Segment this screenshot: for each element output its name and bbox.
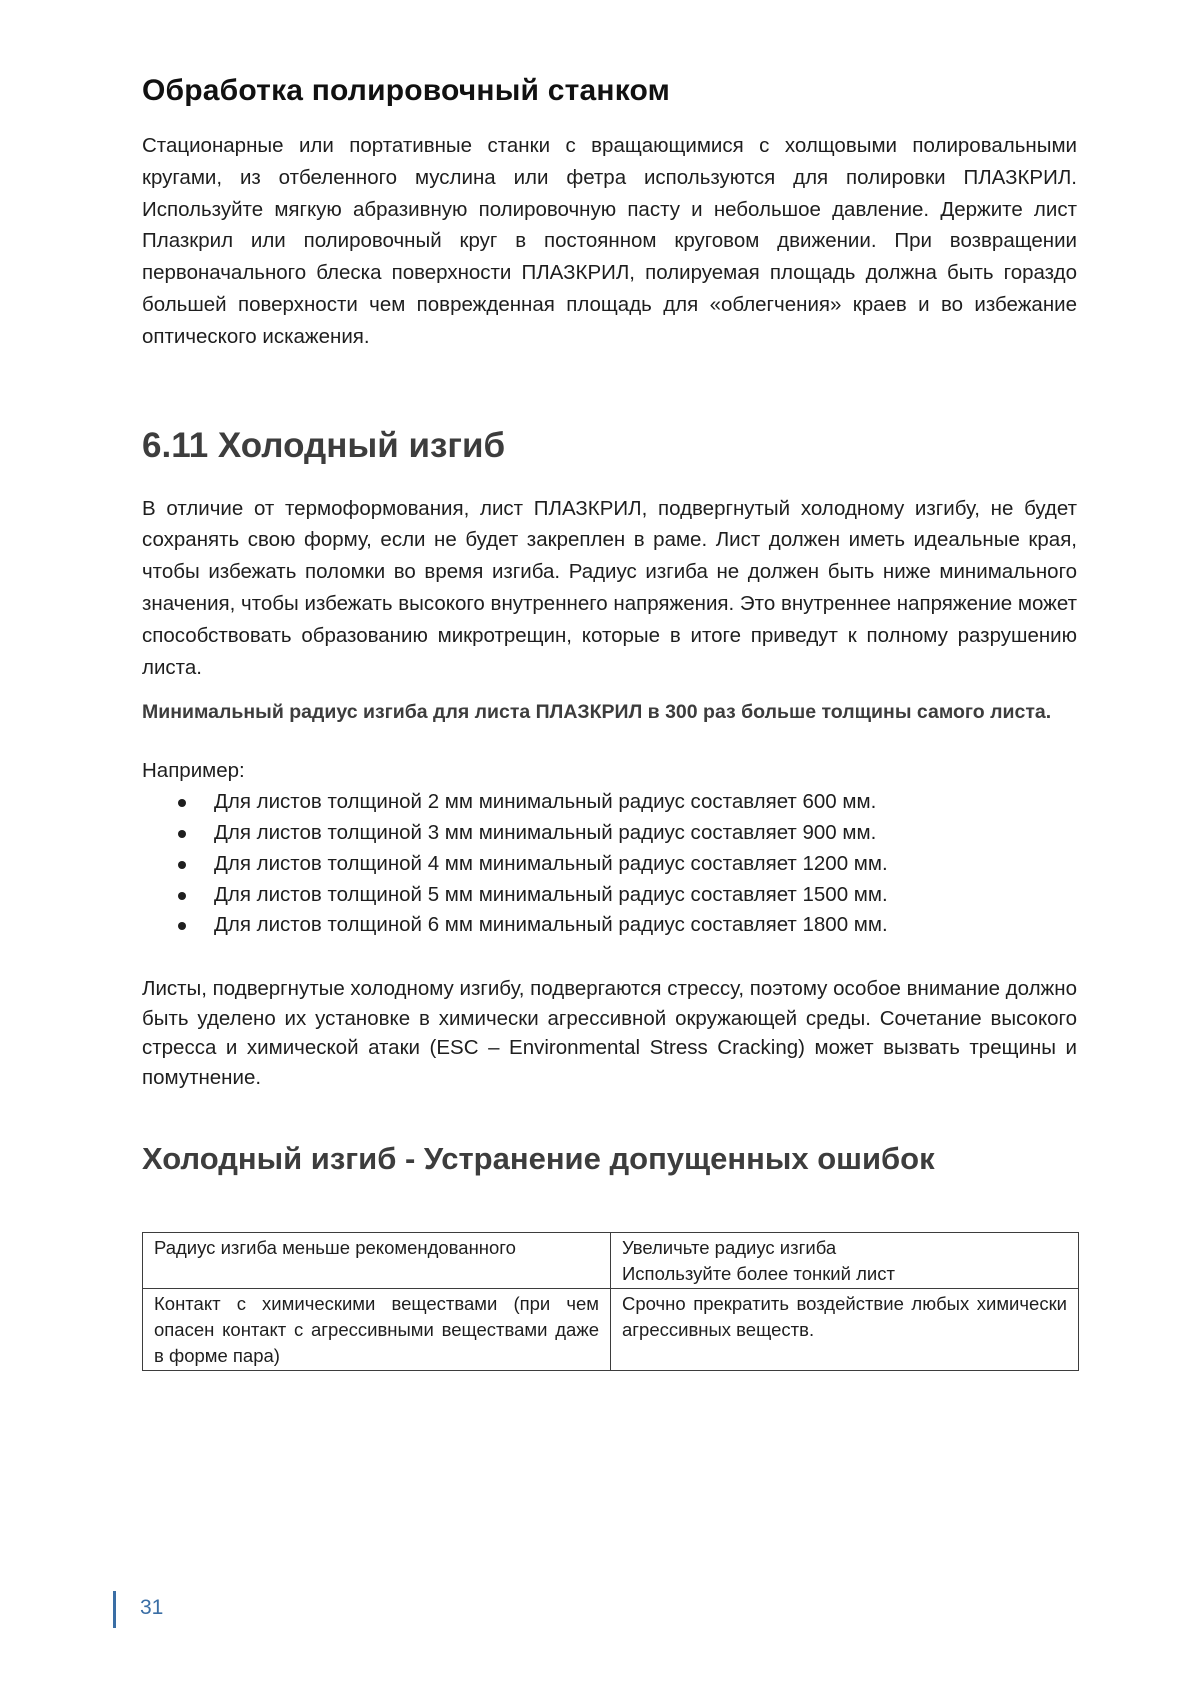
troubleshooting-table — [142, 1232, 1079, 1371]
min-radius-note: Минимальный радиус изгиба для листа ПЛАЗКРИЛ в 300 раз больше толщины самого листа. — [142, 701, 1052, 724]
footer-accent-bar — [113, 1591, 116, 1628]
solution-line: Срочно прекратить воздействие любых химически агрессивных веществ. — [622, 1293, 1067, 1341]
problem-cell: Контакт с химическими веществами (при чем опасен контакт с агрессивными веществами даже в форме пара) — [143, 1289, 611, 1371]
list-item: Для листов толщиной 6 мм минимальный радиус составляет 1800 мм. — [178, 910, 1077, 941]
list-item: Для листов толщиной 3 мм минимальный радиус составляет 900 мм. — [178, 818, 1077, 849]
solution-line: Увеличьте радиус изгиба — [622, 1237, 837, 1259]
solution-cell — [611, 1233, 1079, 1289]
cold-bending-paragraph: В отличие от термоформования, лист ПЛАЗКРИЛ, подвергнутый холодному изгибу, не будет сохранять свою форму, если не будет закреплен в раме. Лист должен иметь идеальные края, чтобы избежать поломки во время изгиба. Радиус изгиба не должен быть ниже минимального значения, чтобы избежать высокого внутреннего напряжения. Это внутреннее напряжение может способствовать образованию микротрещин, которые в итоге приведут к полному разрушению листа. — [142, 496, 1077, 679]
polishing-paragraph: Стационарные или портативные станки с вращающимися с холщовыми полировальными кругами, из отбеленного муслина или фетра используются для полировки ПЛАЗКРИЛ. Используйте мягкую абразивную полировочную пасту и небольшое давление. Держите лист Плазкрил или полировочный круг в постоянном круговом движении. При возвращении первоначального блеска поверхности ПЛАЗКРИЛ, полируемая площадь должна быть гораздо большей поверхности чем поврежденная площадь для «облегчения» краев и во избежание оптического искажения. — [142, 134, 1077, 348]
section-heading-polishing: Обработка полировочный станком — [142, 74, 671, 107]
section-heading-troubleshooting: Холодный изгиб - Устранение допущенных ошибок — [142, 1141, 935, 1177]
list-item: Для листов толщиной 4 мм минимальный радиус составляет 1200 мм. — [178, 849, 1077, 880]
stress-paragraph: Листы, подвергнутые холодному изгибу, подвергаются стрессу, поэтому особое внимание должно быть уделено их установке в химически агрессивной окружающей среды. Сочетание высокого стресса и химической атаки (ESC – Environmental Stress Cracking) может вызвать трещины и помутнение. — [142, 977, 1077, 1089]
list-item: Для листов толщиной 2 мм минимальный радиус составляет 600 мм. — [178, 787, 1077, 818]
section-heading-cold-bending: 6.11 Холодный изгиб — [142, 425, 506, 465]
bullet-icon — [178, 861, 186, 869]
page-number: 31 — [140, 1596, 164, 1619]
page-content — [142, 74, 1077, 1371]
bullet-icon — [178, 922, 186, 930]
table-row — [143, 1289, 1079, 1371]
solution-cell — [611, 1289, 1079, 1371]
list-item: Для листов толщиной 5 мм минимальный радиус составляет 1500 мм. — [178, 880, 1077, 911]
solution-line: Используйте более тонкий лист — [622, 1263, 895, 1285]
example-label: Например: — [142, 759, 245, 783]
bullet-icon — [178, 892, 186, 900]
radius-list — [142, 787, 1077, 941]
table-row — [143, 1233, 1079, 1289]
problem-cell: Радиус изгиба меньше рекомендованного — [143, 1233, 611, 1289]
bullet-icon — [178, 799, 186, 807]
bullet-icon — [178, 830, 186, 838]
